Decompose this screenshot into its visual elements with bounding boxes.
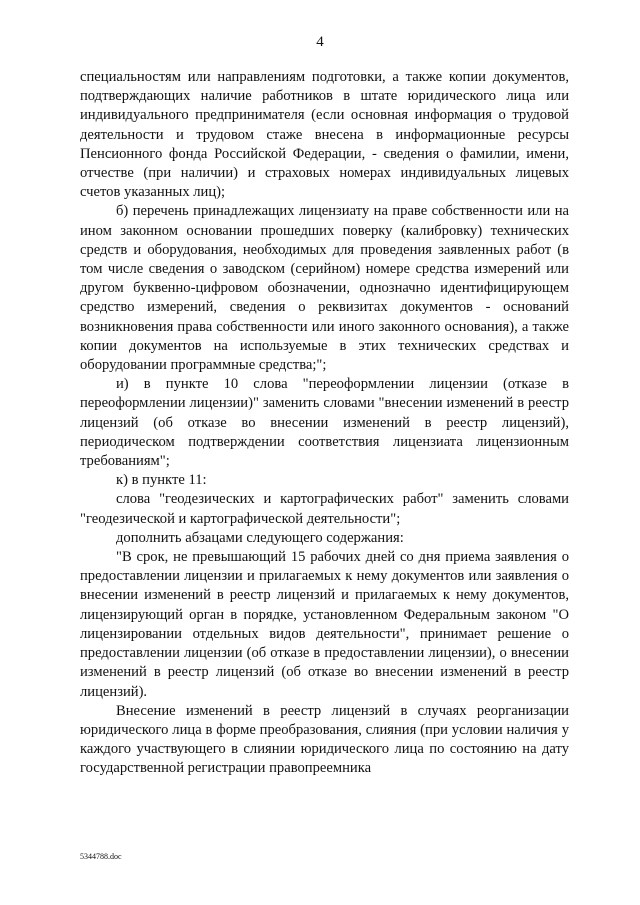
document-file-code: 5344788.doc <box>80 852 122 861</box>
paragraph-item-b: б) перечень принадлежащих лицензиату на праве собственности или на ином законном основании прошедших поверку (калибровку) технических средств и оборудования, необходимых для проведения заявленных работ (в том числе сведения о заводском (серийном) номере средства измерений или другом буквенно-цифровом обозначении, однозначно идентифицирующем средство измерений, сведения о реквизитах документов - оснований возникновения права собственности или иного законного основания), а также копии документов на используемые в этих технических средствах и оборудовании программные средства;"; <box>80 203 569 374</box>
paragraph-add-clauses: дополнить абзацами следующего содержания: <box>116 529 404 546</box>
page-number: 4 <box>316 34 324 50</box>
paragraph-item-k: к) в пункте 11: <box>116 472 207 489</box>
paragraph-continuation: специальностям или направлениям подготовки, а также копии документов, подтверждающих наличие работников в штате юридического лица или индивидуального предпринимателя (если основная информация о трудовой деятельности и трудовом стаже внесена в информационные ресурсы Пенсионного фонда Российской Федерации, - сведения о фамилии, имени, отчестве (при наличии) и страховых номерах индивидуальных лицевых счетов указанных лиц); <box>80 69 569 201</box>
paragraph-quoted-term: "В срок, не превышающий 15 рабочих дней со дня приема заявления о предоставлении лицензии и прилагаемых к нему документов или заявления о внесении изменений в реестр лицензий и прилагаемых к нему документов, лицензирующий орган в порядке, установленном Федеральным законом "О лицензировании отдельных видов деятельности", принимает решение о предоставлении лицензии (об отказе в предоставлении лицензии), о внесении изменений в реестр лицензий (об отказе во внесении изменений в реестр лицензий). <box>80 549 569 700</box>
paragraph-replace-words: слова "геодезических и картографических работ" заменить словами "геодезической и картографической деятельности"; <box>80 491 569 527</box>
paragraph-item-i: и) в пункте 10 слова "переоформлении лицензии (отказе в переоформлении лицензии)" заменить словами "внесении изменений в реестр лицензий (об отказе во внесении изменений в реестр лицензий), периодическом подтверждении соответствия лицензиата лицензионным требованиям"; <box>80 376 569 470</box>
paragraph-reorganization: Внесение изменений в реестр лицензий в случаях реорганизации юридического лица в форме преобразования, слияния (при условии наличия у каждого участвующего в слиянии юридического лица по состоянию на дату государственной регистрации правопреемника <box>80 702 569 777</box>
document-body <box>80 68 569 779</box>
